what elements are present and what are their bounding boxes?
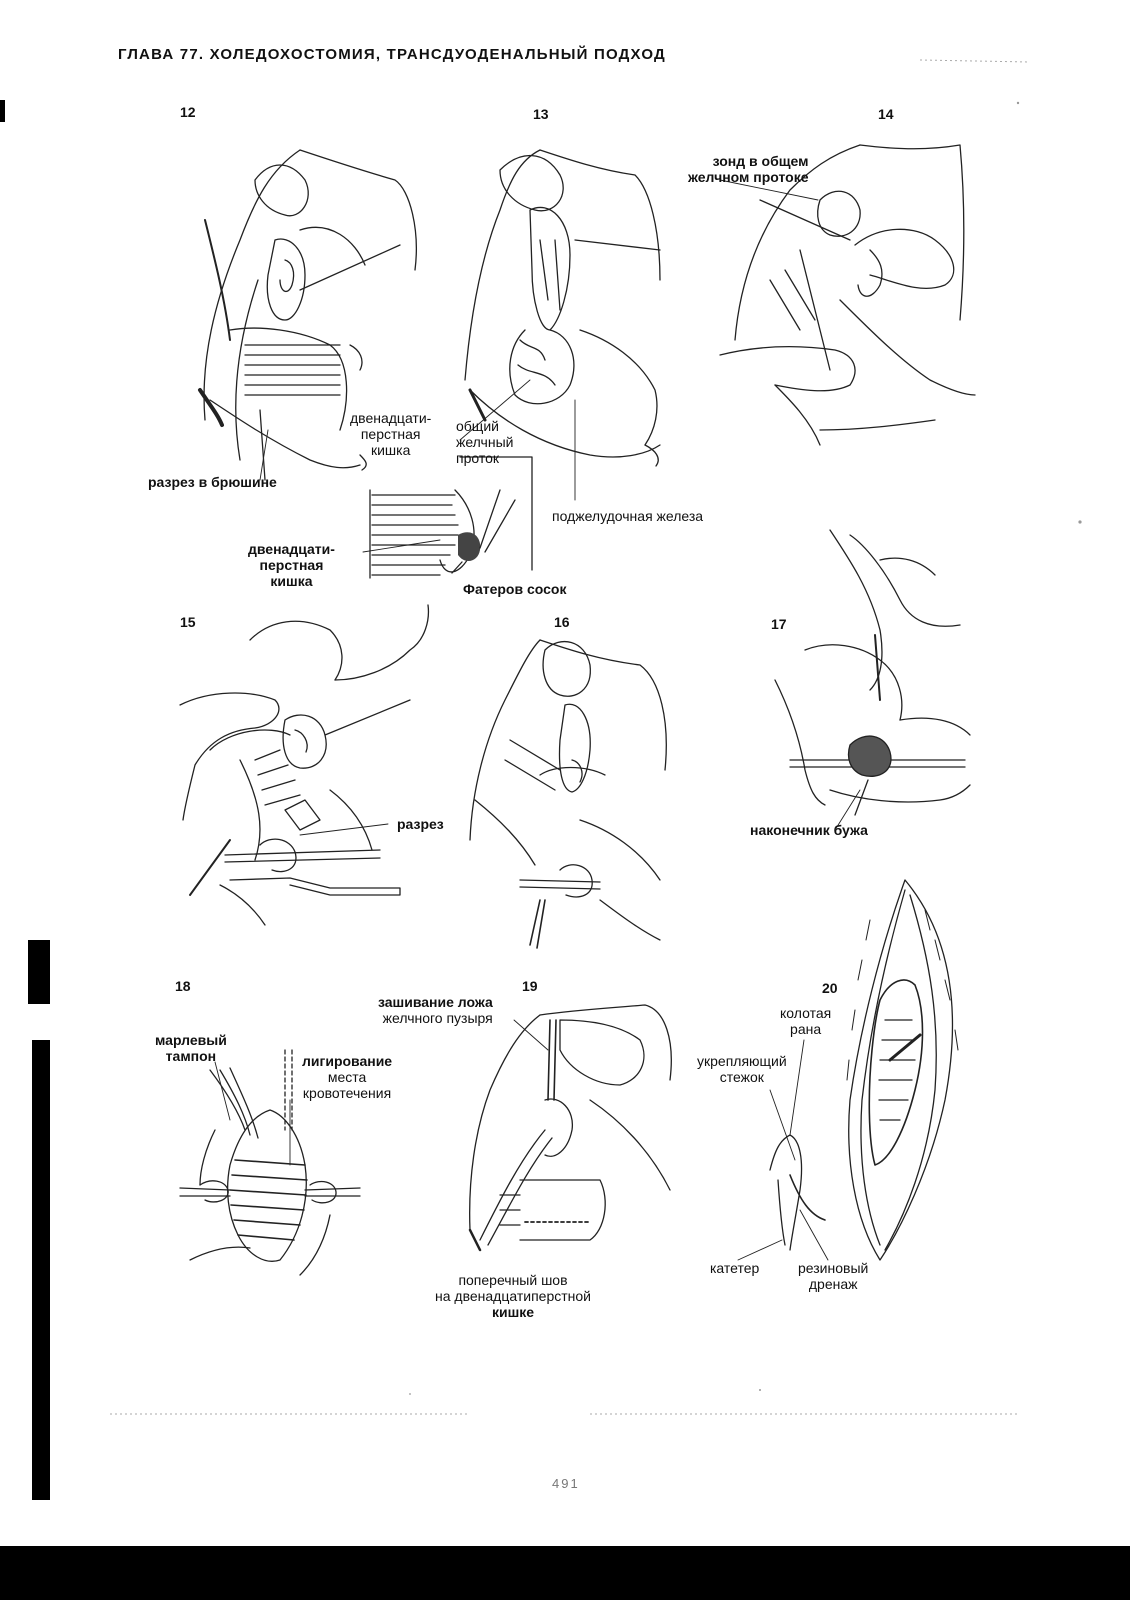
figure-15-drawing — [180, 605, 428, 925]
figure-number-16: 16 — [554, 614, 570, 630]
figure-number-15: 15 — [180, 614, 196, 630]
figure-number-14: 14 — [878, 106, 894, 122]
figure-14-drawing — [720, 145, 975, 445]
label-duodenum-fig12: двенадцати- перстная кишка — [350, 410, 432, 458]
figure-number-18: 18 — [175, 978, 191, 994]
label-common-bile-duct: общий желчный проток — [456, 418, 514, 466]
scan-edge-bar-upper — [28, 940, 50, 1004]
figure-20-drawing — [770, 880, 958, 1260]
label-vater-papilla: Фатеров сосок — [463, 581, 567, 597]
figure-19-drawing — [470, 1005, 672, 1250]
label-probe: зонд в общем желчном протоке — [688, 153, 809, 185]
label-gallbladder-bed: зашивание ложа желчного пузыря — [378, 994, 493, 1026]
label-gauze: марлевый тампон — [155, 1032, 227, 1064]
label-reinforcing-stitch: укрепляющий стежок — [697, 1053, 787, 1085]
figure-number-20: 20 — [822, 980, 838, 996]
label-ligation: лигирование места кровотечения — [302, 1053, 393, 1101]
figure-number-19: 19 — [522, 978, 538, 994]
scan-edge-bar-lower — [32, 1040, 50, 1500]
label-duodenum-detail: двенадцати- перстная кишка — [248, 541, 335, 589]
label-incision: разрез — [397, 816, 444, 832]
figure-number-12: 12 — [180, 104, 196, 120]
duodenum-detail-drawing — [370, 457, 532, 578]
figure-number-13: 13 — [533, 106, 549, 122]
label-transverse-suture: поперечный шов на двенадцатиперстной кишке — [435, 1272, 591, 1320]
page-number: 491 — [552, 1476, 580, 1491]
label-pancreas: поджелудочная железа — [552, 508, 704, 524]
scan-bottom-bar — [0, 1546, 1130, 1600]
label-stab-wound: колотая рана — [780, 1005, 832, 1037]
label-bougie-tip: наконечник бужа — [750, 822, 868, 838]
scan-edge-mark — [0, 100, 5, 122]
figure-number-17: 17 — [771, 616, 787, 632]
label-catheter: катетер — [710, 1260, 760, 1276]
label-peritoneum-incision: разрез в брюшине — [148, 474, 277, 490]
label-rubber-drain: резиновый дренаж — [798, 1260, 869, 1292]
figure-17-drawing — [775, 530, 970, 815]
chapter-header: ГЛАВА 77. ХОЛЕДОХОСТОМИЯ, ТРАНСДУОДЕНАЛЬНЫЙ ПОДХОД — [118, 46, 666, 63]
figure-16-drawing — [470, 640, 666, 948]
